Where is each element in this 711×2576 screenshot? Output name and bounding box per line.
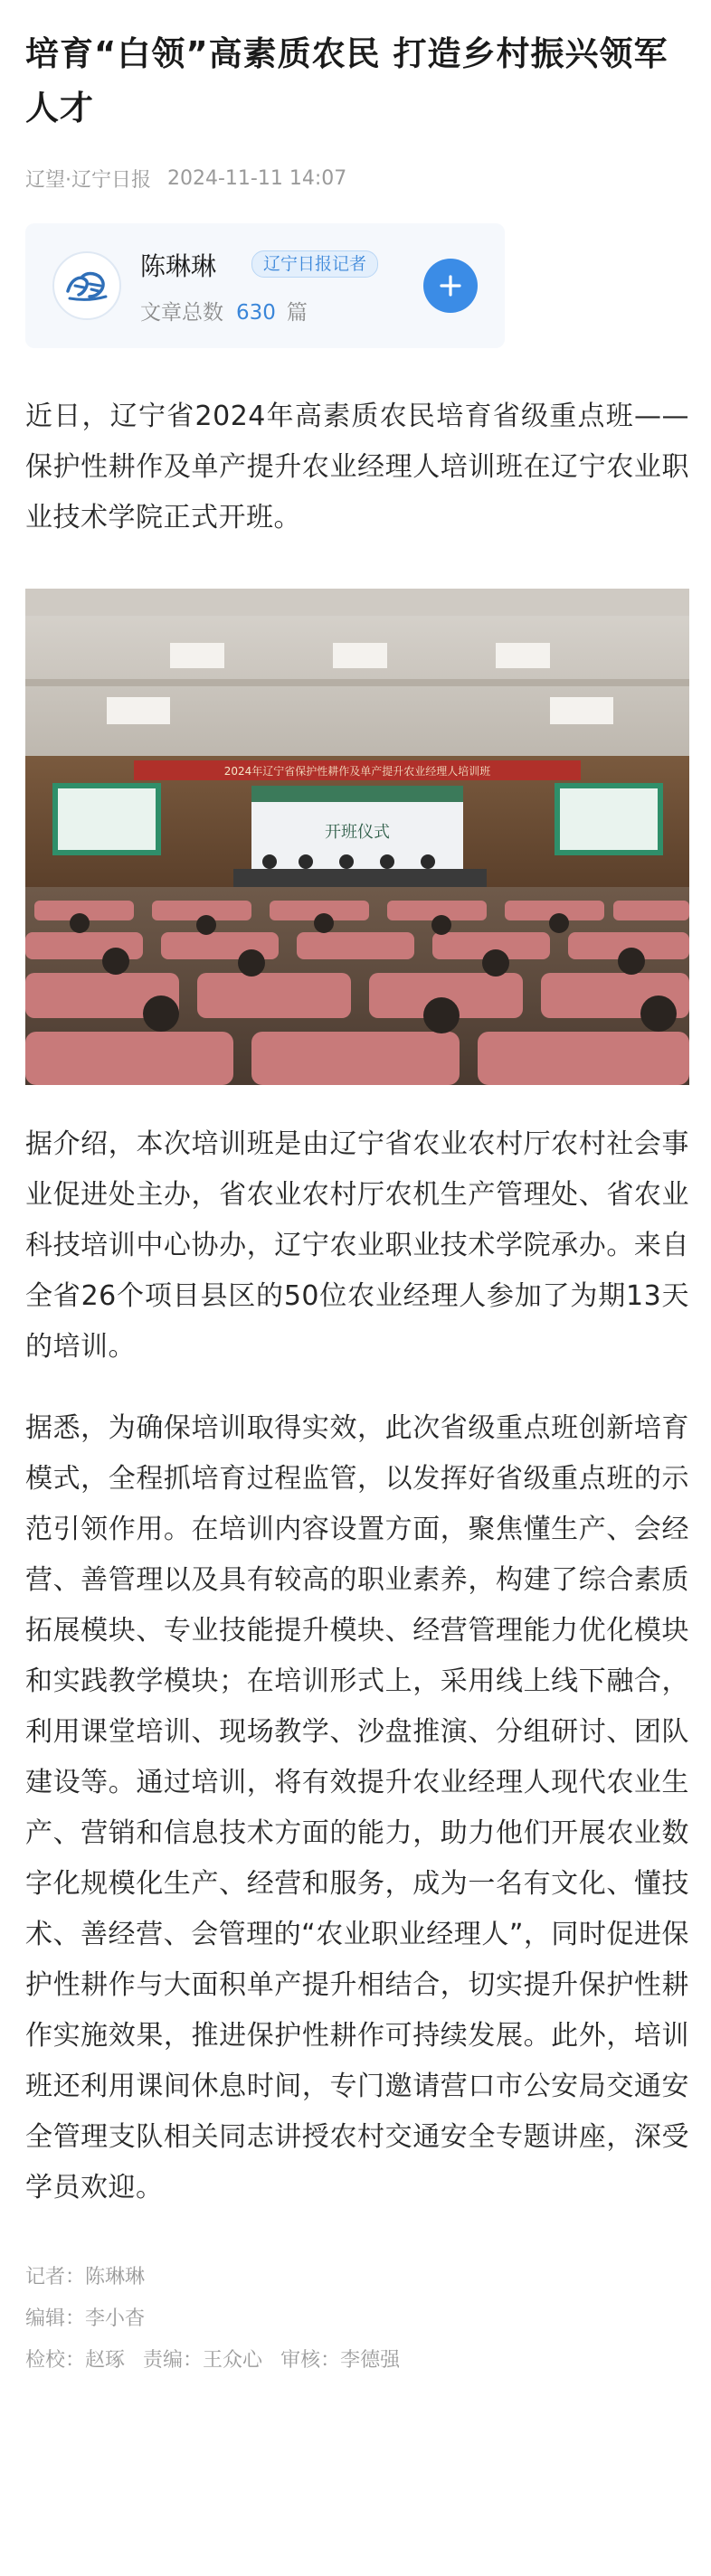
article-credits <box>25 2257 689 2382</box>
article-title: 培育“白领”高素质农民 打造乡村振兴领军人才 <box>25 34 668 127</box>
author-card[interactable] <box>25 223 505 348</box>
follow-button[interactable] <box>423 259 478 313</box>
article-time: 2024-11-11 14:07 <box>167 167 347 190</box>
credit-review-name: 李德强 <box>340 2349 401 2372</box>
article-page <box>25 0 689 2382</box>
liaowang-logo-icon[interactable] <box>52 251 121 320</box>
article-meta <box>25 165 689 193</box>
body-paragraph-2: 据介绍，本次培训班是由辽宁省农业农村厅农村社会事业促进处主办，省农业农村厅农机生产管理处、省农业科技培训中心协办，辽宁农业职业技术学院承办。来自全省26个项目县区的50位农业经理人参加了为期13天的培训。 <box>25 1128 689 1363</box>
credit-reporter <box>25 2257 689 2298</box>
credit-editor-name: 李小杳 <box>85 2307 146 2330</box>
credit-staff <box>25 2340 689 2382</box>
body-paragraph-3: 据悉，为确保培训取得实效，此次省级重点班创新培育模式，全程抓培育过程监管，以发挥好省级重点班的示范引领作用。在培训内容设置方面，聚焦懂生产、会经营、善管理以及具有较高的职业素养，构建了综合素质拓展模块、专业技能提升模块、经营管理能力优化模块和实践教学模块；在培训形式上，采用线上线下融合，利用课堂培训、现场教学、沙盘推演、分组研讨、团队建设等。通过培训，将有效提升农业经理人现代农业生产、营销和信息技术方面的能力，助力他们开展农业数字化规模化生产、经营和服务，成为一名有文化、懂技术、善经营、会管理的“农业职业经理人”，同时促进保护性耕作与大面积单产提升相结合，切实提升保护性耕作实施效果，推进保护性耕作可持续发展。此外，培训班还利用课间休息时间，专门邀请营口市公安局交通安全管理支队相关同志讲授农村交通安全专题讲座，深受学员欢迎。 <box>25 1412 689 2203</box>
body-paragraph-1: 近日，辽宁省2024年高素质农民培育省级重点班——保护性耕作及单产提升农业经理人培训班在辽宁农业职业技术学院正式开班。 <box>25 401 689 533</box>
credit-editor <box>25 2298 689 2340</box>
author-badge: 辽宁日报记者 <box>251 250 378 278</box>
article-source[interactable]: 辽望·辽宁日报 <box>25 169 151 192</box>
author-name[interactable]: 陈琳琳 <box>140 251 217 281</box>
photo-screen-text: 开班仪式 <box>325 823 390 842</box>
article-count-value: 630 <box>236 301 276 325</box>
credit-proof-label: 检校： <box>25 2349 86 2372</box>
credit-reporter-label: 记者： <box>25 2266 86 2288</box>
article-count-unit: 篇 <box>286 301 308 325</box>
credit-editor-label: 编辑： <box>25 2307 86 2330</box>
credit-chief-label: 责编： <box>143 2349 204 2372</box>
article-count <box>140 296 308 326</box>
credit-review-label: 审核： <box>280 2349 341 2372</box>
credit-reporter-name: 陈琳琳 <box>85 2266 146 2288</box>
photo-banner-text: 2024年辽宁省保护性耕作及单产提升农业经理人培训班 <box>223 765 491 778</box>
article-photo[interactable] <box>25 589 689 1085</box>
plus-icon <box>438 273 463 298</box>
credit-proof-name: 赵琢 <box>85 2349 126 2372</box>
credit-chief-name: 王众心 <box>203 2349 263 2372</box>
article-count-label: 文章总数 <box>140 301 223 325</box>
